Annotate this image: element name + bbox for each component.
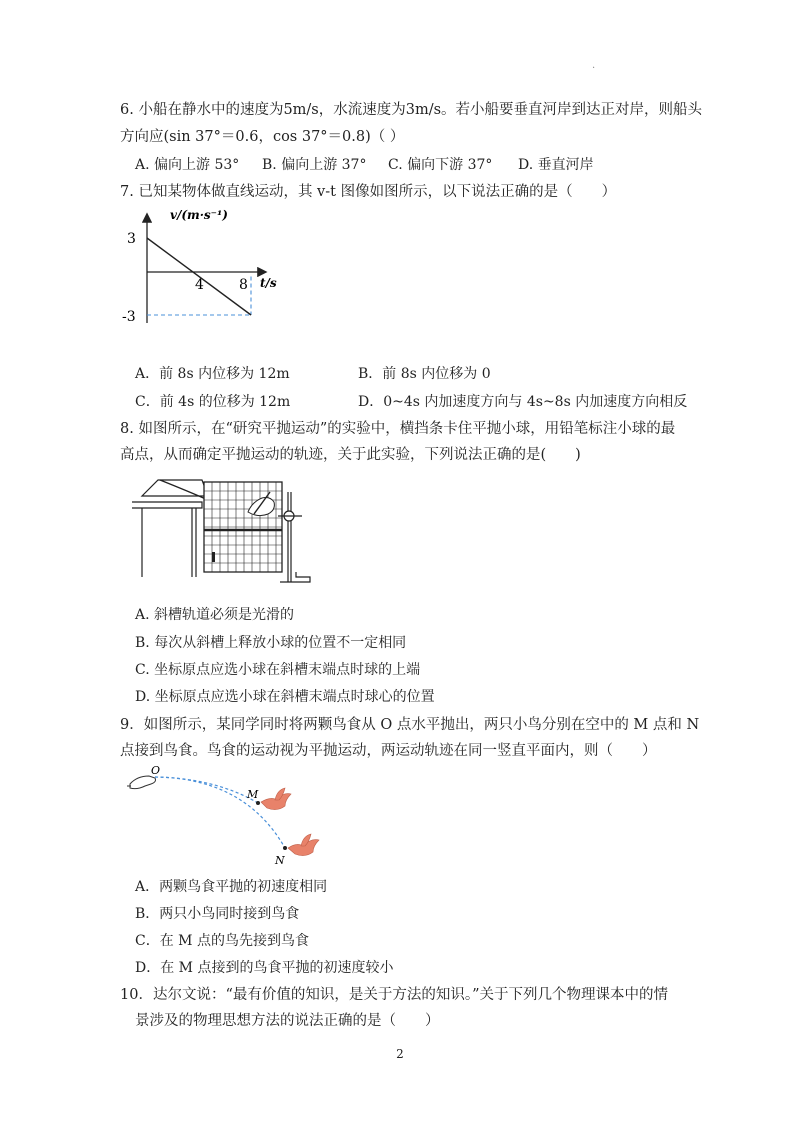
chute-icon: [160, 480, 208, 500]
q8-line2: 高点，从而确定平抛运动的轨迹，关于此实验，下列说法正确的是( ): [120, 447, 581, 463]
q7-option-c: C．前 4s 的位移为 12m: [135, 394, 291, 410]
projectile-apparatus-figure: [130, 472, 320, 592]
q6-line1: 6. 小船在静水中的速度为5m/s，水流速度为3m/s。若小船要垂直河岸到达正对岸，则船头: [120, 102, 703, 118]
q9-option-a: A．两颗鸟食平抛的初速度相同: [135, 879, 328, 895]
q10-line1: 10．达尔文说：“最有价值的知识，是关于方法的知识。”关于下列几个物理课本中的情: [120, 987, 669, 1003]
q9-option-b: B．两只小鸟同时接到鸟食: [135, 906, 300, 922]
q9-line1: 9．如图所示，某同学同时将两颗鸟食从 O 点水平抛出，两只小鸟分别在空中的 M 点和 N: [120, 717, 700, 733]
point-m-label: M: [247, 788, 259, 801]
vt-tick-x-end: 8: [239, 277, 248, 293]
q9-option-d: D．在 M 点接到的鸟食平抛的初速度较小: [135, 960, 394, 976]
point-n-label: N: [275, 854, 285, 867]
q8-line1: 8. 如图所示，在“研究平抛运动”的实验中，横挡条卡住平抛小球，用铅笔标注小球的最: [120, 421, 676, 437]
q10-line2: 景涉及的物理思想方法的说法正确的是（ ）: [135, 1013, 440, 1029]
page-speck: .: [592, 60, 596, 71]
q7-stem: 7. 已知某物体做直线运动，其 v-t 图像如图所示，以下说法正确的是（ ）: [120, 184, 617, 200]
vt-tick-y-bottom: -3: [122, 309, 136, 325]
trajectory-to-m: [155, 777, 258, 803]
q7-option-a: A．前 8s 内位移为 12m: [135, 366, 290, 382]
q8-option-a: A. 斜槽轨道必须是光滑的: [135, 607, 295, 623]
stand-icon: [278, 492, 310, 582]
q6-option-d: D. 垂直河岸: [518, 157, 594, 173]
q6-option-a: A. 偏向上游 53°: [135, 157, 240, 173]
bird-n-icon: [288, 834, 319, 856]
q8-option-b: B. 每次从斜槽上释放小球的位置不一定相同: [135, 635, 407, 651]
vt-tick-y-top: 3: [127, 231, 136, 247]
trajectory-to-n: [155, 777, 285, 848]
q7-option-b: B．前 8s 内位移为 0: [358, 366, 491, 382]
point-o-label: O: [151, 764, 161, 777]
grid-board-icon: [204, 482, 282, 572]
q8-option-d: D. 坐标原点应选小球在斜槽末端点时球心的位置: [135, 689, 435, 705]
q8-option-c: C. 坐标原点应选小球在斜槽末端点时球的上端: [135, 662, 421, 678]
q6-option-b: B. 偏向上游 37°: [262, 157, 367, 173]
vt-y-label: v/(m·s⁻¹): [170, 208, 228, 222]
bird-m-icon: [261, 788, 291, 810]
q7-option-d: D．0~4s 内加速度方向与 4s~8s 内加速度方向相反: [358, 394, 688, 410]
hand-icon: [127, 776, 156, 789]
q9-line2: 点接到鸟食。鸟食的运动视为平抛运动，两运动轨迹在同一竖直平面内，则（ ）: [120, 743, 657, 759]
point-m-dot: [256, 801, 260, 805]
q6-line2: 方向应(sin 37°＝0.6，cos 37°＝0.8)（ ）: [120, 129, 405, 145]
point-n-dot: [283, 846, 287, 850]
q6-option-c: C. 偏向下游 37°: [388, 157, 493, 173]
vt-graph: [122, 205, 280, 330]
vt-x-label: t/s: [260, 276, 277, 290]
q9-option-c: C．在 M 点的鸟先接到鸟食: [135, 933, 309, 949]
bird-feeding-figure: [125, 762, 335, 872]
vt-tick-x-mid: 4: [195, 277, 204, 293]
page-number: 2: [396, 1047, 404, 1061]
